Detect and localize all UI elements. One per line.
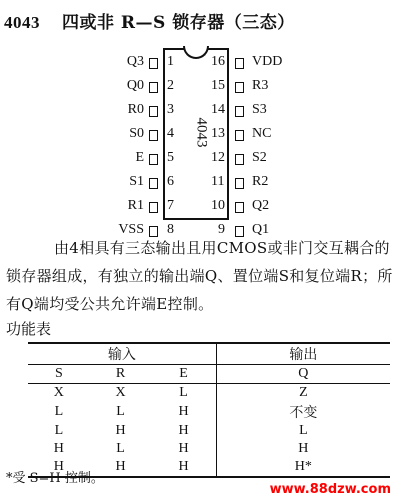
input-group-header: 输入 [28,343,216,365]
table-column-header [28,365,390,384]
pin-box-left [149,202,158,213]
cell-r: H [90,458,152,477]
description-text: 由4相具有三态输出且用CMOS或非门交互耦合的锁存器组成，有独立的输出端Q、置位端S和复位端R；所有Q端均受公共允许端E控制。 [6,239,393,313]
table-row [28,422,390,440]
cell-r: H [115,423,126,438]
table-caption: 功能表 [6,320,52,338]
pin-number-right: 14 [211,102,225,117]
pin-number-left: 3 [167,102,174,117]
pin-label-right: S2 [252,150,267,165]
cell-s: L [54,404,64,419]
pin-label-right: VDD [252,54,283,69]
cell-q: 不变 [216,402,390,422]
cell-q: H* [216,458,390,477]
column-header-s: S [28,365,90,384]
pin-number-right: 13 [211,126,225,141]
pin-label-right: R2 [252,174,269,189]
column-header-q: Q [216,365,390,384]
function-table [28,342,390,478]
table-row [28,384,390,403]
pin-number-left: 7 [167,198,174,213]
description-paragraph [6,234,398,318]
pin-box-right [235,82,244,93]
cell-s: X [53,385,64,400]
pin-label-left: Q0 [126,78,144,93]
cell-q: H [216,440,390,458]
pin-number-right: 15 [211,78,225,93]
pin-number-left: 4 [167,126,174,141]
pin-box-right [235,58,244,69]
output-group-header: 输出 [216,343,390,365]
page-title [4,8,295,33]
pin-box-left [149,58,158,69]
pin-label-right: R3 [252,78,269,93]
pin-number-right: 10 [211,198,225,213]
cell-e: H [178,423,189,438]
cell-r: L [116,404,125,419]
pin-label-right: Q1 [252,222,270,237]
pin-box-right [235,178,244,189]
pin-label-right: NC [252,126,272,141]
cell-r: L [116,441,125,456]
pin-label-left: E [135,150,144,165]
pin-label-right: Q2 [252,198,270,213]
pin-label-left: R0 [127,102,144,117]
cell-s: H [53,441,64,456]
pin-number-left: 1 [167,54,174,69]
table-row [28,440,390,458]
cell-q: Z [216,384,390,403]
cell-e: L [179,385,188,400]
watermark: www.88dzw.com [269,482,391,497]
cell-s: H [28,458,90,477]
pin-number-left: 5 [167,150,174,165]
cell-e: H [178,441,189,456]
pin-number-right: 9 [218,222,225,237]
part-number: 4043 [4,13,40,32]
column-header-r: R [90,365,152,384]
cell-r: X [115,385,126,400]
pin-number-right: 11 [211,174,225,189]
pin-number-left: 2 [167,78,174,93]
cell-s: L [54,423,64,438]
pin-box-left [149,82,158,93]
pin-box-left [149,154,158,165]
footnote: *受 S=H 控制。 [6,471,104,486]
pin-label-right: S3 [252,102,267,117]
pin-label-left: S0 [129,126,144,141]
cell-e: H [151,458,216,477]
table-row [28,402,390,422]
pin-number-left: 6 [167,174,174,189]
part-name: 四或非 R—S 锁存器（三态） [62,13,295,33]
pin-box-right [235,202,244,213]
pin-number-right: 16 [211,54,225,69]
cell-e: H [178,404,189,419]
column-header-e: E [151,365,216,384]
table-group-header [28,343,390,365]
pin-box-left [149,178,158,189]
pin-box-right [235,106,244,117]
pin-number-left: 8 [167,222,174,237]
pin-label-left: S1 [129,174,144,189]
pin-box-left [149,106,158,117]
pin-box-right [235,130,244,141]
ic-label: 4043 [193,117,210,148]
cell-q: L [216,422,390,440]
pin-box-left [149,130,158,141]
pin-label-left: VSS [118,222,144,237]
pin-label-left: Q3 [126,54,144,69]
pin-box-right [235,154,244,165]
pin-label-left: R1 [127,198,144,213]
pin-number-right: 12 [211,150,225,165]
